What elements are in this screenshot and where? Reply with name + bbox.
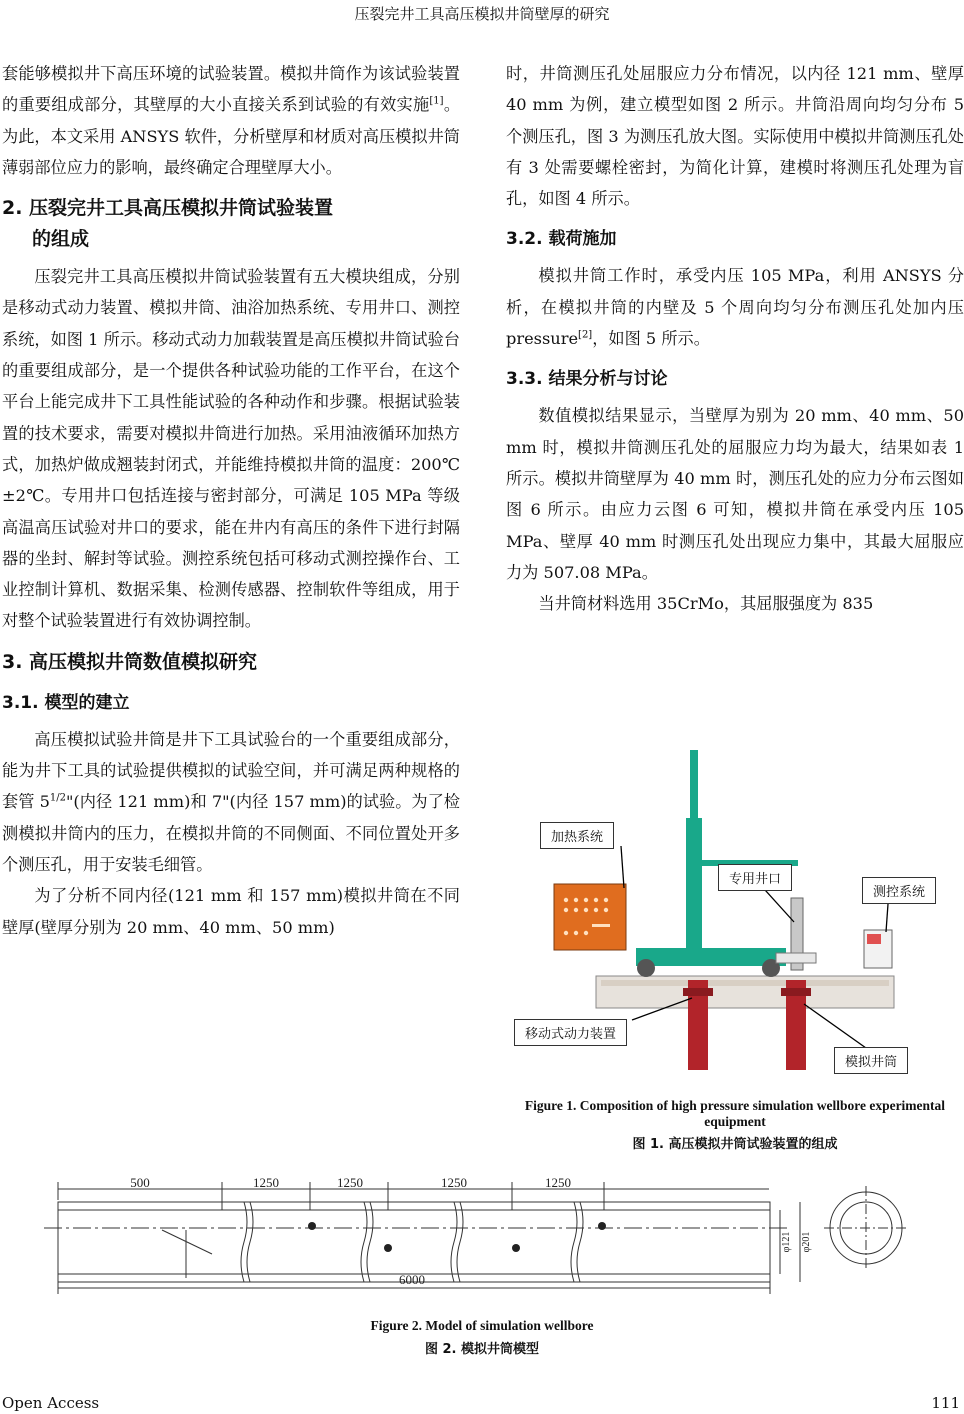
label-wellhead: 专用井口 <box>718 864 792 891</box>
paragraph: 当井筒材料选用 35CrMo，其屈服强度为 835 <box>538 594 874 614</box>
section-heading: 2. 压裂完井工具高压模拟井筒试验装置 的组成 <box>2 197 334 251</box>
left-column <box>2 58 460 943</box>
paragraph: 套能够模拟井下高压环境的试验装置。模拟井筒作为该试验装置的重要组成部分，其壁厚的大小直接关系到试验的有效实施[1]。为此，本文采用 ANSYS 软件，分析壁厚和材质对高压模拟井筒薄弱部位应力的影响，最终确定合理壁厚大小。 <box>2 64 461 177</box>
wellbore-drawing <box>44 1170 924 1300</box>
figure-1-caption-cn: 图 1. 高压模拟井筒试验装置的组成 <box>632 1137 838 1152</box>
label-power-unit: 移动式动力装置 <box>514 1019 627 1046</box>
right-column <box>506 58 964 619</box>
dim-total-label: 6000 <box>399 1272 425 1287</box>
subsection-heading: 3.3. 结果分析与讨论 <box>506 369 668 390</box>
figure-2-caption-cn: 图 2. 模拟井筒模型 <box>424 1342 540 1357</box>
figure-2-caption-en: Figure 2. Model of simulation wellbore <box>370 1318 594 1333</box>
subsection-heading: 3.2. 载荷施加 <box>506 229 617 250</box>
running-title: 压裂完井工具高压模拟井筒壁厚的研究 <box>354 5 610 23</box>
figure-1 <box>506 748 964 1088</box>
crane-mast-top <box>690 750 698 820</box>
flange <box>781 988 811 996</box>
rail <box>601 980 889 986</box>
flange <box>683 988 713 996</box>
paragraph: 数值模拟结果显示，当壁厚为别为 20 mm、40 mm、50 mm 时，模拟井筒测压孔处的屈服应力均为最大，结果如表 1 所示。模拟井筒壁厚为 40 mm 时，测压孔处的应力分布云图如图 6 所示。由应力云图 6 可知，模拟井筒在承受内压 105 MPa、壁厚 40 mm 时测压孔处出现应力集中，其最大屈服应力为 507.08 MPa。 <box>506 406 964 582</box>
citation-ref[interactable]: [2] <box>578 329 593 341</box>
paragraph: 时，井筒测压孔处屈服应力分布情况，以内径 121 mm、壁厚 40 mm 为例，建立模型如图 2 所示。井筒沿周向均匀分布 5 个测压孔，图 3 为测压孔放大图。实际使用中模拟井筒测压孔处有 3 处需要螺栓密封，为简化计算，建模时将测压孔处理为盲孔，如图 4 所示。 <box>506 64 964 209</box>
dim-label: 1250 <box>441 1175 467 1190</box>
crane-mast <box>686 818 702 958</box>
page-number: 111 <box>931 1394 960 1412</box>
dim-label: 1250 <box>337 1175 363 1190</box>
dia-inner-label: φ121 <box>781 1231 792 1253</box>
footer-open-access: Open Access <box>2 1394 100 1412</box>
paragraph: 高压模拟试验井筒是井下工具试验台的一个重要组成部分，能为井下工具的试验提供模拟的试验空间，并可满足两种规格的套管 $5^{1/2}$"(内径 121 mm)和 7"(内径 157 mm)的试验。为了检测模拟井筒内的压力，在模拟井筒的不同侧面、不同位置处开多个测压孔，用于安装毛细管。 <box>2 729 460 874</box>
citation-ref[interactable]: [1] <box>429 95 444 107</box>
paragraph: 压裂完井工具高压模拟井筒试验装置有五大模块组成，分别是移动式动力装置、模拟井筒、油浴加热系统、专用井口、测控系统，如图 1 所示。移动式动力加载装置是高压模拟井筒试验台的重要组成部分，是一个提供各种试验功能的工作平台，在这个平台上能完成井下工具性能试验的各种动作和步骤。根据试验装置的技术要求，需要对模拟井筒进行加热。采用油液循环加热方式，加热炉做成翘装封闭式，并能维持模拟井筒的温度：200℃ ±2℃。专用井口包括连接与密封部分，可满足 105 MPa 等级高温高压试验对井口的要求，能在井内有高压的条件下进行封隔器的坐封、解封等试验。测控系统包括可移动式测控操作台、工业控制计算机、数据采集、检测传感器、控制软件等组成，用于对整个试验装置进行有效协调控制。 <box>2 267 460 631</box>
figure-2 <box>44 1170 924 1300</box>
subsection-heading: 3.1. 模型的建立 <box>2 692 130 713</box>
dim-label: 1250 <box>253 1175 279 1190</box>
section-heading: 3. 高压模拟井筒数值模拟研究 <box>2 650 258 673</box>
paragraph: 为了分析不同内径(121 mm 和 157 mm)模拟井筒在不同壁厚(壁厚分别为 20 mm、40 mm、50 mm) <box>2 886 460 937</box>
dia-outer-label: φ201 <box>801 1231 812 1253</box>
paragraph: 模拟井筒工作时，承受内压 105 MPa，利用 ANSYS 分析，在模拟井筒的内壁及 5 个周向均匀分布测压孔处加内压 pressure[2]，如图 5 所示。 <box>506 266 964 349</box>
dim-label: 500 <box>130 1175 150 1190</box>
dim-label: 1250 <box>545 1175 571 1190</box>
figure-1-caption-en: Figure 1. Composition of high pressure simulation wellbore experimental equipment <box>524 1098 946 1129</box>
label-simulation-wellbore: 模拟井筒 <box>834 1047 908 1074</box>
label-control-system: 测控系统 <box>862 877 936 904</box>
heating-furnace <box>554 884 626 950</box>
label-heating-system: 加热系统 <box>540 822 614 849</box>
